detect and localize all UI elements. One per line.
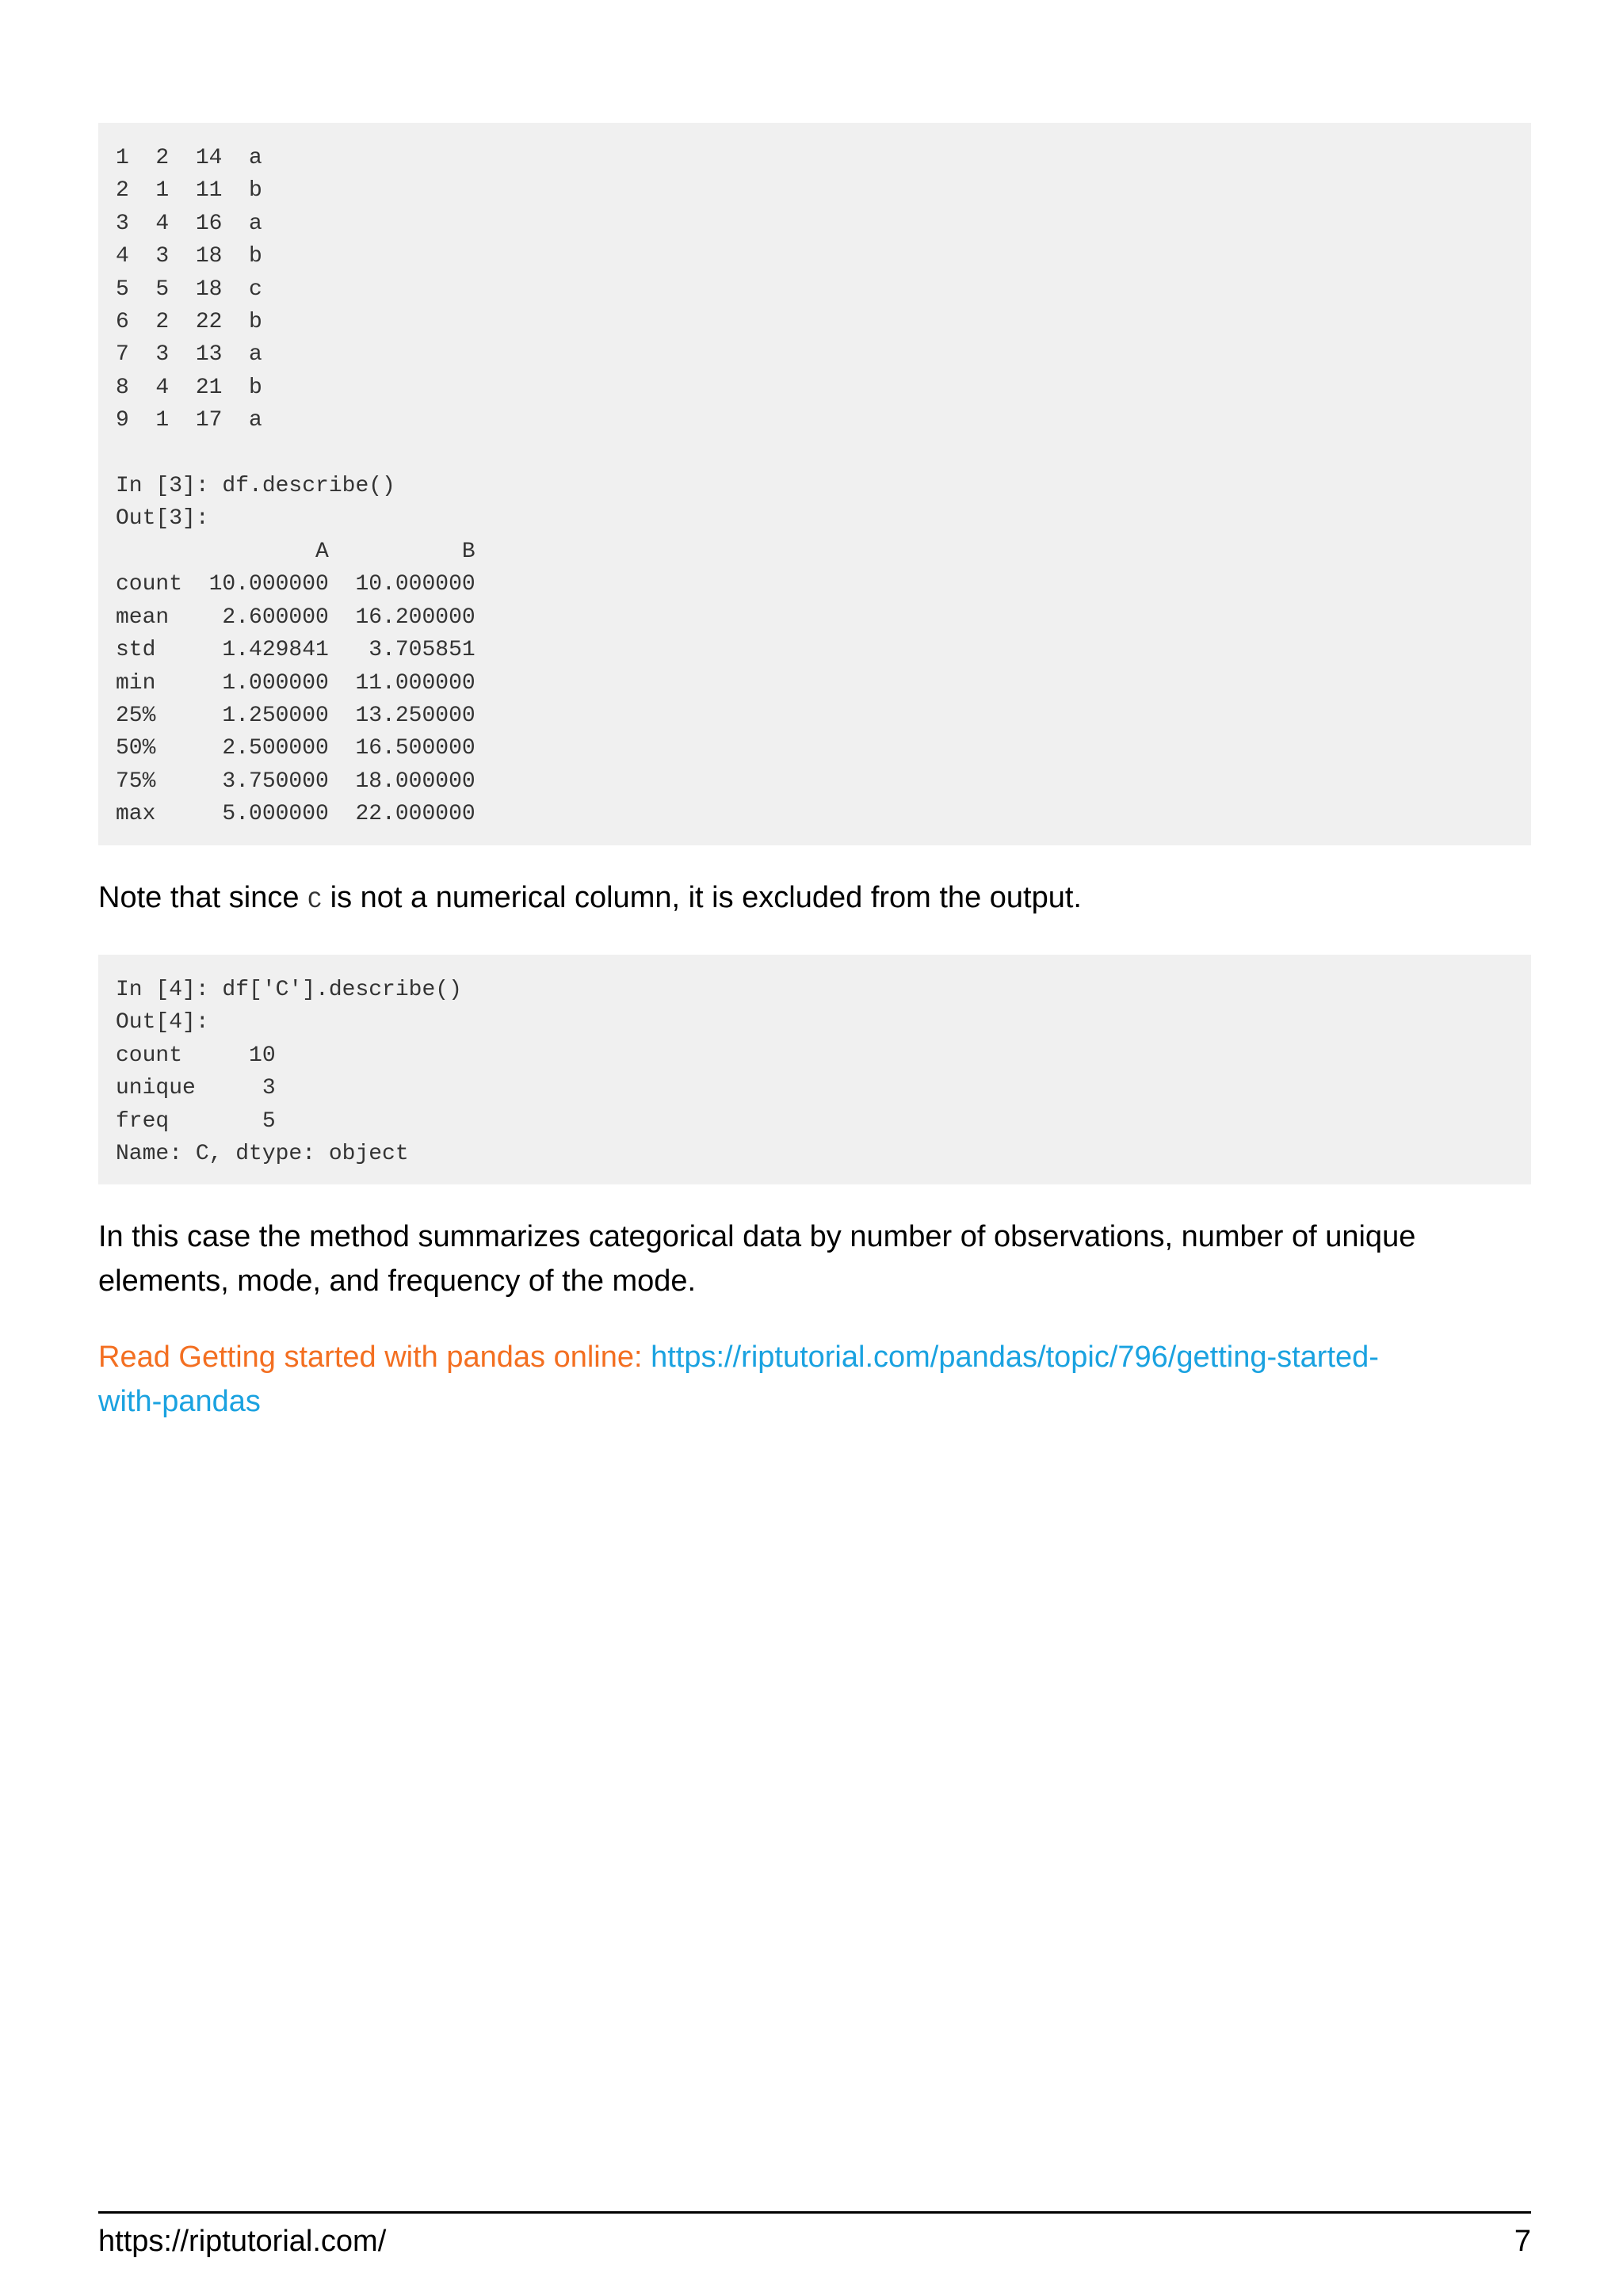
topic-link-line2: with-pandas: [98, 1385, 261, 1418]
topic-link-line1: https://riptutorial.com/pandas/topic/796/getting-started-: [651, 1341, 1379, 1374]
note-text-after: is not a numerical column, it is excluded from the output.: [322, 881, 1082, 914]
read-online-label: Read Getting started with pandas online:: [98, 1341, 651, 1374]
inline-code-column: C: [307, 888, 323, 915]
read-online-paragraph: [98, 1335, 1541, 1424]
note-paragraph: [98, 875, 1541, 924]
summary-paragraph: In this case the method summarizes categorical data by number of observations, number of unique elements, mode, and frequency of the mode.: [98, 1220, 1416, 1298]
footer-url: https://riptutorial.com/: [98, 2225, 387, 2258]
code-block-describe: 1 2 14 a 2 1 11 b 3 4 16 a 4 3 18 b 5 5 18 c 6 2 22 b 7 3 13 a 8 4 21 b 9 1 17 a In [3]: df.describe() Out[3]: A B count 10.000000 10.000000 mean 2.600000 16.200000 std 1.429841 3.705851 min 1.000000 11.000000 25% 1.250000 13.250000 50% 2.500000 16.500000 75% 3.750000 18.000000 max 5.000000 22.000000: [98, 123, 1531, 845]
code-block-categorical-describe: In [4]: df['C'].describe() Out[4]: count 10 unique 3 freq 5 Name: C, dtype: object: [98, 955, 1531, 1184]
note-text-before: Note that since: [98, 881, 308, 914]
page-number: 7: [1514, 2225, 1531, 2258]
footer-divider: [98, 2211, 1531, 2214]
